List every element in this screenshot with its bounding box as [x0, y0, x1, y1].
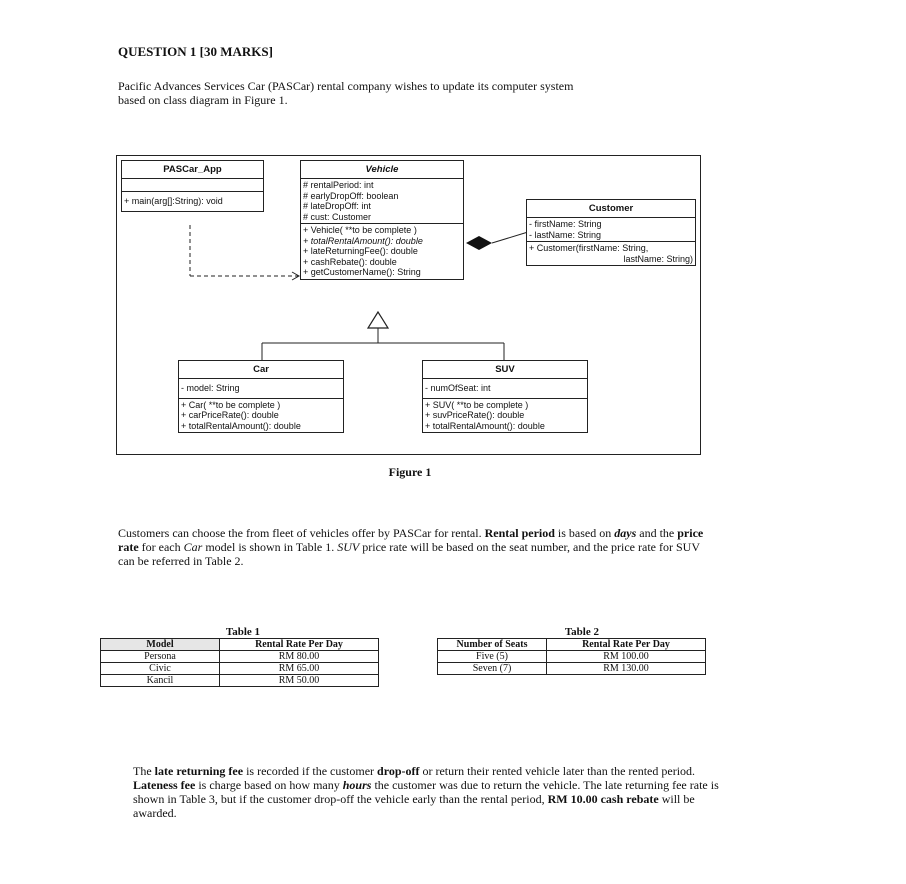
- question-heading: QUESTION 1 [30 MARKS]: [118, 44, 273, 59]
- class-pascar-app: PASCar_App + main(arg[]:String): void: [121, 160, 264, 212]
- table1-caption: Table 1: [225, 626, 261, 638]
- class-car: Car - model: String + Car( **to be complete ) + carPriceRate(): double + totalRentalAmount(): double: [178, 360, 344, 433]
- late-fee-paragraph: The late returning fee is recorded if the customer drop-off or return their rented vehicle later than the rented period. Lateness fee is charge based on how many hours the customer was due to return the vehicle. The late returning fee rate is shown in Table 3, but if the customer drop-off the vehicle early than the rental period, RM 10.00 cash rebate will be awarded.: [133, 764, 719, 820]
- table1: Model Rental Rate Per Day Persona RM 80.00 Civic RM 65.00 Kancil RM 50.00: [100, 638, 379, 687]
- composition-line: [492, 232, 528, 243]
- class-customer: Customer - firstName: String - lastName: String + Customer(firstName: String, lastName: String): [526, 199, 696, 266]
- table-row: Persona RM 80.00: [101, 651, 379, 663]
- table2: Number of Seats Rental Rate Per Day Five (5) RM 100.00 Seven (7) RM 130.00: [437, 638, 706, 675]
- inheritance-triangle: [368, 312, 388, 328]
- table2-block: [437, 626, 719, 675]
- table-row: Civic RM 65.00: [101, 663, 379, 675]
- class-suv: SUV - numOfSeat: int + SUV( **to be complete ) + suvPriceRate(): double + totalRentalAmount(): double: [422, 360, 588, 433]
- class-vehicle: Vehicle # rentalPeriod: int # earlyDropOff: boolean # lateDropOff: int # cust: Customer + Vehicle( **to be complete ) + totalRentalAmount(): double + lateReturningFee(): double + cashRebate(): double + getCustomerName(): String: [300, 160, 464, 280]
- composition-diamond: [466, 236, 492, 250]
- figure-caption: Figure 1: [388, 465, 432, 479]
- table-row: Kancil RM 50.00: [101, 675, 379, 687]
- intro-paragraph: Pacific Advances Services Car (PASCar) rental company wishes to update its computer system based on class diagram in Figure 1.: [118, 79, 574, 107]
- table2-caption: Table 2: [564, 626, 599, 638]
- table-row: Seven (7) RM 130.00: [438, 663, 706, 675]
- rental-paragraph: Customers can choose the from fleet of vehicles offer by PASCar for rental. Rental period is based on days and the price rate for each Car model is shown in Table 1. SUV price rate will be based on the seat number, and the price rate for SUV can be referred in Table 2.: [118, 526, 704, 568]
- table-row: Five (5) RM 100.00: [438, 651, 706, 663]
- table1-block: [100, 626, 386, 687]
